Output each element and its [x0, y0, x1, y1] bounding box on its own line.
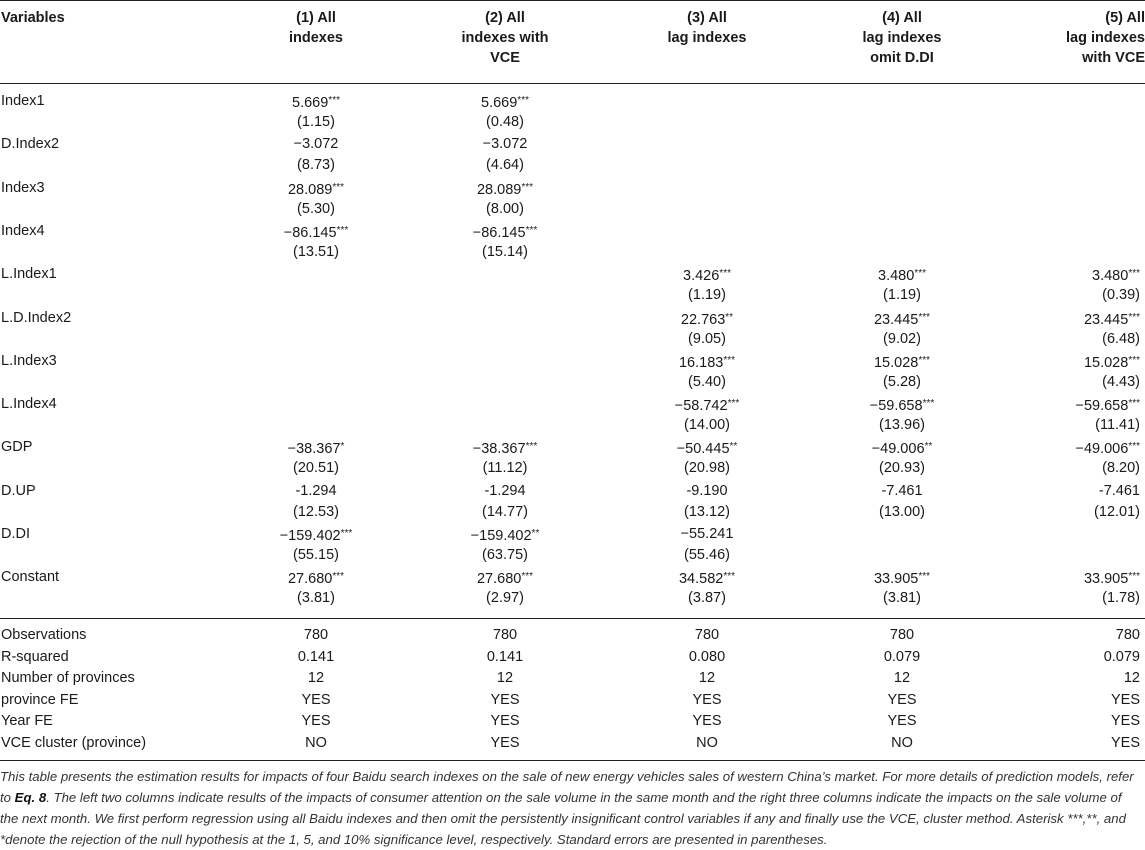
header-col4-line: lag indexes [862, 30, 942, 46]
standard-error-cell: (3.81) [297, 590, 335, 606]
stats-cell: YES [692, 713, 722, 729]
standard-error-cell: (8.20) [1102, 460, 1140, 476]
standard-error-cell: (13.00) [879, 504, 925, 520]
header-col1 [226, 8, 406, 48]
row-label: D.DI [1, 526, 30, 542]
row-label: D.Index2 [1, 136, 60, 152]
footnote-text-before: This table presents the estimation results for impacts of four Baidu search indexes on the sale of new energy vehicles sales of western China’s market. For more details of prediction models, refer to [0, 769, 1134, 805]
header-col2 [415, 8, 595, 68]
row-label: L.D.Index2 [1, 310, 72, 326]
standard-error-cell: (1.15) [297, 114, 335, 130]
header-col4-line: omit D.DI [870, 50, 934, 66]
stats-cell: NO [891, 735, 913, 751]
header-col5-line: lag indexes [1066, 30, 1145, 46]
standard-error-cell: (63.75) [482, 547, 528, 563]
row-label: D.UP [1, 483, 36, 499]
coefficient-cell: 3.426*** [683, 268, 731, 284]
row-label: Index3 [1, 180, 45, 196]
standard-error-cell: (5.28) [883, 374, 921, 390]
row-label: GDP [1, 439, 33, 455]
stats-cell: 0.079 [1103, 649, 1140, 665]
header-col2-line: indexes with [461, 30, 549, 46]
standard-error-cell: (8.00) [486, 201, 524, 217]
standard-error-cell: (3.81) [883, 590, 921, 606]
stats-cell: 0.079 [883, 649, 921, 665]
header-col5-line: (5) All [1105, 10, 1145, 26]
coefficient-cell: −159.402** [470, 528, 540, 544]
coefficient-cell: 28.089*** [287, 182, 345, 198]
bottom-rule [0, 760, 1145, 761]
standard-error-cell: (5.30) [297, 201, 335, 217]
stats-cell: 12 [1123, 670, 1140, 686]
stats-label: Number of provinces [1, 670, 135, 686]
coefficient-cell: −58.742*** [674, 398, 740, 414]
coefficient-cell: −50.445** [676, 441, 738, 457]
standard-error-cell: (13.96) [879, 417, 925, 433]
stats-cell: YES [692, 692, 722, 708]
standard-error-cell: (3.87) [688, 590, 726, 606]
coefficient-cell: 23.445*** [1083, 312, 1140, 328]
stats-cell: 780 [492, 627, 518, 643]
header-col5 [1000, 8, 1145, 68]
coefficient-cell: -7.461 [1098, 483, 1140, 499]
coefficient-cell: 33.905*** [873, 571, 931, 587]
table-footnote [0, 766, 1140, 850]
standard-error-cell: (9.05) [688, 331, 726, 347]
coefficient-cell: −86.145*** [283, 225, 349, 241]
stats-cell: 12 [893, 670, 911, 686]
standard-error-cell: (20.93) [879, 460, 925, 476]
header-col4-line: (4) All [882, 10, 922, 26]
stats-cell: YES [301, 692, 331, 708]
stats-cell: 12 [698, 670, 716, 686]
stats-label: Observations [1, 627, 87, 643]
row-label: L.Index3 [1, 353, 57, 369]
stats-cell: 780 [303, 627, 329, 643]
standard-error-cell: (1.78) [1102, 590, 1140, 606]
standard-error-cell: (14.00) [684, 417, 730, 433]
coefficient-cell: 23.445*** [873, 312, 931, 328]
header-col3-line: lag indexes [667, 30, 747, 46]
stats-cell: YES [887, 692, 917, 708]
stats-cell: YES [1110, 692, 1140, 708]
stats-cell: NO [696, 735, 718, 751]
coefficient-cell: −49.006*** [1075, 441, 1140, 457]
stats-cell: YES [490, 713, 520, 729]
coefficient-cell: 33.905*** [1083, 571, 1140, 587]
coefficient-cell: −49.006** [871, 441, 933, 457]
coefficient-cell: -1.294 [484, 483, 526, 499]
coefficient-cell: −55.241 [680, 526, 734, 542]
row-label: Index1 [1, 93, 45, 109]
coefficient-cell: 16.183*** [678, 355, 736, 371]
stats-label: Year FE [1, 713, 53, 729]
coefficient-cell: −3.072 [482, 136, 528, 152]
header-col2-line: (2) All [485, 10, 525, 26]
coefficient-cell: 15.028*** [873, 355, 931, 371]
stats-cell: YES [490, 735, 520, 751]
standard-error-cell: (11.41) [1095, 417, 1140, 433]
header-rule [0, 83, 1145, 84]
equation-reference-link[interactable]: Eq. 8 [14, 790, 47, 805]
standard-error-cell: (55.46) [684, 547, 730, 563]
coefficient-cell: 15.028*** [1083, 355, 1140, 371]
coefficient-cell: −38.367*** [472, 441, 538, 457]
header-variables: Variables [1, 10, 65, 26]
standard-error-cell: (0.48) [486, 114, 524, 130]
standard-error-cell: (0.39) [1102, 287, 1140, 303]
header-col1-line: (1) All [296, 10, 336, 26]
coefficient-cell: −3.072 [293, 136, 339, 152]
coefficient-cell: -1.294 [295, 483, 337, 499]
coefficient-cell: 22.763** [680, 312, 734, 328]
coefficient-cell: 27.680*** [287, 571, 345, 587]
stats-cell: YES [490, 692, 520, 708]
standard-error-cell: (20.51) [293, 460, 339, 476]
header-col1-line: indexes [289, 30, 343, 46]
standard-error-cell: (15.14) [482, 244, 528, 260]
stats-cell: 0.141 [486, 649, 524, 665]
top-rule [0, 0, 1145, 1]
standard-error-cell: (12.01) [1094, 504, 1140, 520]
stats-label: province FE [1, 692, 79, 708]
coefficient-cell: −159.402*** [279, 528, 353, 544]
row-label: Constant [1, 569, 60, 585]
stats-cell: YES [887, 713, 917, 729]
coefficient-cell: −86.145*** [472, 225, 538, 241]
header-col5-line: with VCE [1082, 50, 1145, 66]
standard-error-cell: (20.98) [684, 460, 730, 476]
stats-cell: 0.141 [297, 649, 335, 665]
stats-cell: 780 [1115, 627, 1140, 643]
standard-error-cell: (2.97) [486, 590, 524, 606]
stats-cell: YES [1110, 735, 1140, 751]
stats-label: R-squared [1, 649, 69, 665]
header-col4 [812, 8, 992, 68]
coefficient-cell: −59.658*** [1075, 398, 1140, 414]
standard-error-cell: (6.48) [1102, 331, 1140, 347]
coefficient-cell: 27.680*** [476, 571, 534, 587]
standard-error-cell: (14.77) [482, 504, 528, 520]
coefficient-cell: 5.669*** [292, 95, 340, 111]
stats-label: VCE cluster (province) [1, 735, 147, 751]
standard-error-cell: (55.15) [293, 547, 339, 563]
header-col3 [617, 8, 797, 48]
standard-error-cell: (4.43) [1102, 374, 1140, 390]
coefficient-cell: 3.480*** [1092, 268, 1140, 284]
standard-error-cell: (12.53) [293, 504, 339, 520]
standard-error-cell: (5.40) [688, 374, 726, 390]
standard-error-cell: (13.12) [684, 504, 730, 520]
coefficient-cell: 34.582*** [678, 571, 736, 587]
row-label: L.Index4 [1, 396, 57, 412]
stats-cell: 12 [307, 670, 325, 686]
coefficient-cell: 3.480*** [878, 268, 926, 284]
standard-error-cell: (9.02) [883, 331, 921, 347]
row-label: L.Index1 [1, 266, 57, 282]
footnote-text-after: . The left two columns indicate results of the impacts of consumer attention on the sale volume in the same month and the right three columns indicate the impacts on the sale volume of the next month. We first perform regression using all Baidu indexes and then omit the persistently insignificant control variables if any and finally use the VCE, cluster method. Asterisk ***,**, and *denote the rejection of the null hypothesis at the 1, 5, and 10% significance level, respectively. Standard errors are presented in parentheses. [0, 790, 1126, 847]
stats-cell: 780 [694, 627, 720, 643]
coefficient-cell: 28.089*** [476, 182, 534, 198]
stats-cell: 780 [889, 627, 915, 643]
header-col3-line: (3) All [687, 10, 727, 26]
stats-cell: YES [301, 713, 331, 729]
stats-cell: NO [305, 735, 327, 751]
standard-error-cell: (1.19) [688, 287, 726, 303]
coefficient-cell: 5.669*** [481, 95, 529, 111]
stats-rule [0, 618, 1145, 619]
standard-error-cell: (8.73) [297, 157, 335, 173]
stats-cell: 12 [496, 670, 514, 686]
standard-error-cell: (4.64) [486, 157, 524, 173]
coefficient-cell: −59.658*** [869, 398, 935, 414]
header-col2-line: VCE [490, 50, 520, 66]
coefficient-cell: −38.367* [287, 441, 345, 457]
coefficient-cell: -9.190 [686, 483, 728, 499]
coefficient-cell: -7.461 [881, 483, 923, 499]
row-label: Index4 [1, 223, 45, 239]
standard-error-cell: (13.51) [293, 244, 339, 260]
stats-cell: YES [1110, 713, 1140, 729]
standard-error-cell: (1.19) [883, 287, 921, 303]
stats-cell: 0.080 [688, 649, 726, 665]
standard-error-cell: (11.12) [482, 460, 528, 476]
